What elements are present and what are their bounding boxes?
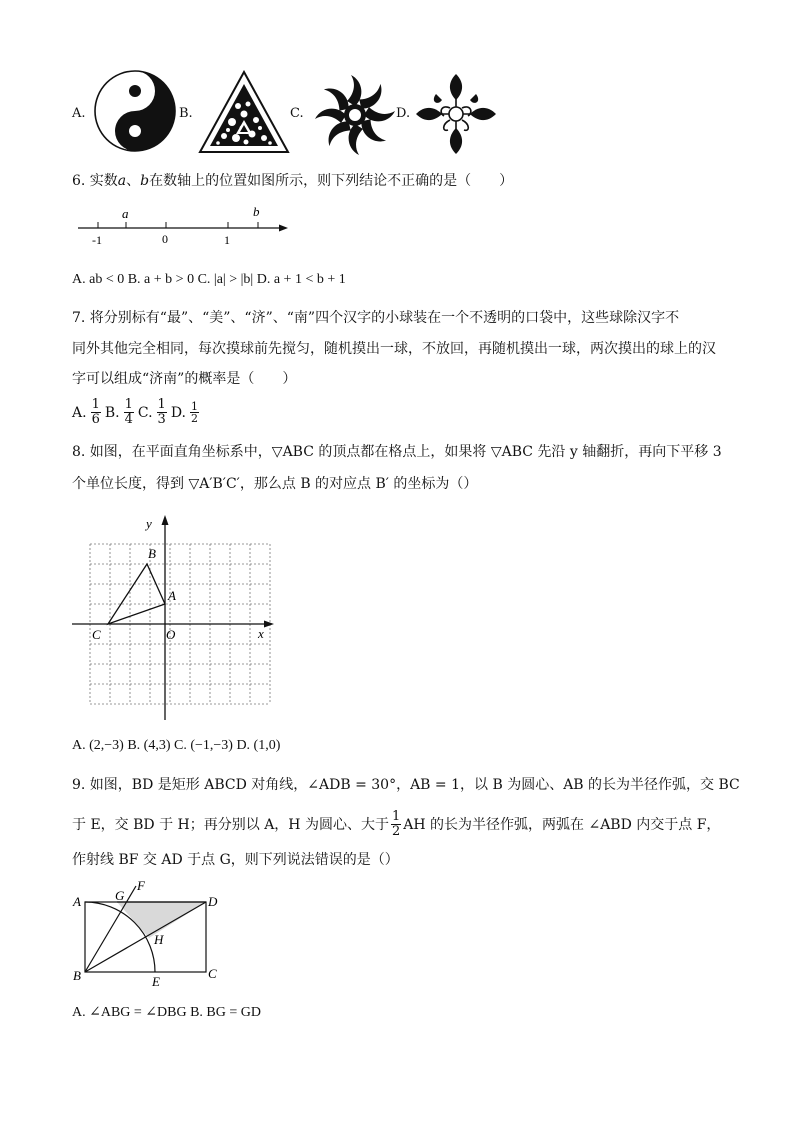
q5-option-d-label: D.: [396, 106, 411, 121]
q8-stem-line-1: 8. 如图，在平面直角坐标系中，▽ABC 的顶点都在格点上，如果将 ▽ABC 先沿 y 轴翻折，再向下平移 3: [72, 444, 722, 460]
point-label-b: b: [253, 204, 260, 219]
q6-options: A. ab < 0 B. a + b > 0 C. |a| > |b| D. a + 1 < b + 1: [72, 272, 346, 287]
point-label-b: B: [73, 968, 81, 983]
tick-label-zero: 0: [162, 232, 168, 246]
q7-option-c-fraction: $\frac{1}{3}$: [157, 397, 166, 427]
q9-stem-line-3: 作射线 BF 交 AD 于点 G，则下列说法错误的是（）: [72, 852, 399, 868]
x-axis-label: x: [258, 626, 264, 641]
point-label-c: C: [208, 966, 217, 981]
q9-rectangle-figure: [70, 874, 230, 994]
point-label-a: A: [168, 588, 176, 603]
yin-yang-icon: [92, 68, 178, 154]
ornament-cross-icon: [414, 72, 498, 156]
q7-stem-line-3: 字可以组成“济南”的概率是（ ）: [72, 371, 297, 387]
ray-bf: [85, 886, 136, 972]
y-axis-label: y: [146, 516, 152, 531]
tick-label-minus-one: -1: [92, 233, 102, 247]
q5-option-b-label: B.: [179, 106, 193, 121]
q8-stem-line-2: 个单位长度，得到 ▽A′B′C′，那么点 B 的对应点 B′ 的坐标为（）: [72, 476, 478, 492]
point-label-c: C: [92, 627, 101, 642]
patterned-triangle-icon: [198, 70, 290, 154]
number-line-arrow-icon: [279, 225, 288, 232]
q7-option-a-label: A.: [72, 404, 87, 421]
q7-option-c-label: C.: [137, 404, 153, 421]
point-label-g: G: [115, 888, 125, 903]
q9-line-2-part-2: AH 的长为半径作弧，两弧在 ∠ABD 内交于点 F，: [403, 816, 721, 833]
q7-option-d-fraction: $\frac{1}{2}$: [191, 400, 199, 425]
triangle-abc: [108, 564, 165, 624]
pinwheel-flower-icon: [312, 72, 398, 158]
point-label-a: A: [73, 894, 81, 909]
q7-option-d-label: D.: [170, 404, 187, 421]
point-label-f: F: [137, 878, 145, 893]
q7-stem-line-2: 同外其他完全相同，每次摸球前先搅匀，随机摸出一球，不放回，再随机摸出一球，两次摸出的球上的汉: [72, 341, 716, 357]
q9-options: A. ∠ABG = ∠DBG B. BG = GD: [72, 1005, 261, 1020]
q8-options: A. (2,−3) B. (4,3) C. (−1,−3) D. (1,0): [72, 738, 281, 753]
point-label-d: D: [208, 894, 218, 909]
q7-stem-line-1: 7. 将分别标有“最”、“美”、“济”、“南”四个汉字的小球装在一个不透明的口袋中，这些球除汉字不: [72, 310, 680, 326]
q5-option-c-label: C.: [290, 106, 304, 121]
q8-coordinate-grid: [70, 512, 280, 724]
point-label-b: B: [148, 546, 156, 561]
q7-option-b-label: B.: [104, 404, 120, 421]
q7-options: [72, 398, 201, 427]
q7-option-a-fraction: $\frac{1}{6}$: [91, 397, 100, 427]
x-axis-arrow-icon: [264, 621, 274, 628]
y-axis-arrow-icon: [162, 515, 169, 525]
q9-half-fraction: $\frac{1}{2}$: [391, 809, 401, 839]
q9-stem-line-2: [72, 810, 720, 839]
tick-label-one: 1: [224, 233, 230, 247]
origin-label: O: [166, 627, 176, 642]
q6-number-line: [76, 200, 292, 250]
point-label-e: E: [152, 974, 160, 989]
q5-option-a-label: A.: [72, 106, 86, 121]
q9-stem-line-1: 9. 如图，BD 是矩形 ABCD 对角线，∠ADB = 30°，AB = 1，以 B 为圆心、AB 的长为半径作弧，交 BC: [72, 777, 740, 793]
q6-stem: 6. 实数𝑎、𝑏在数轴上的位置如图所示，则下列结论不正确的是（ ）: [72, 173, 514, 189]
q7-option-b-fraction: $\frac{1}{4}$: [124, 397, 133, 427]
q9-line-2-part-1: 于 E，交 BD 于 H；再分别以 A，H 为圆心、大于: [72, 816, 389, 833]
point-label-h: H: [154, 932, 164, 947]
point-label-a: a: [122, 206, 129, 221]
